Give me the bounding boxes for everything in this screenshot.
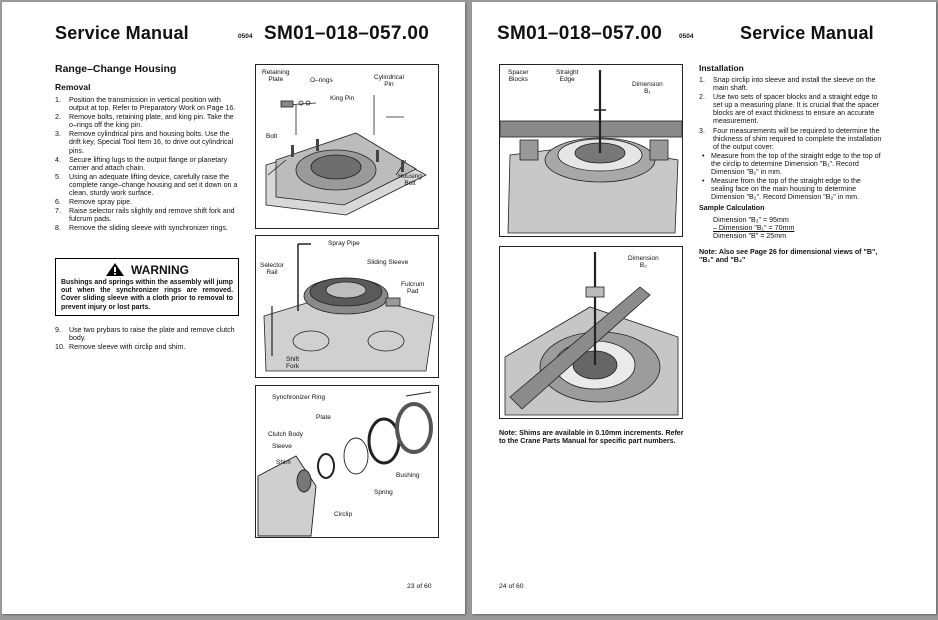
warning-text: Bushings and springs within the assembly will jump out when the synchronizer rings are removed. Cover sliding sleeve with a cloth prior to removal to prevent injury or lost parts. xyxy=(61,279,233,311)
step-item xyxy=(55,173,238,197)
header-manual-number: SM01–018–057.00 xyxy=(264,23,430,44)
step-number: 3. xyxy=(55,130,61,139)
calc-line: – Dimension "B₁" = 70mm xyxy=(713,223,795,232)
label-sliding-sleeve: Sliding Sleeve xyxy=(367,259,409,266)
label-spray-pipe: Spray Pipe xyxy=(328,240,360,247)
label-cylindrical-pin: Cylindrical Pin xyxy=(374,74,404,89)
step-text: Snap circlip into sleeve and install the sleeve on the main shaft. xyxy=(713,76,876,93)
label-bolt: Bolt xyxy=(266,133,278,140)
label-synchronizer-ring: Synchronizer Ring xyxy=(272,394,326,401)
label-fulcrum-pad: Fulcrum Pad xyxy=(401,281,425,296)
step-number: 7. xyxy=(55,207,61,216)
label-selector-rail: Selector Rail xyxy=(260,262,284,277)
measurement-bullets xyxy=(699,152,883,202)
figure-synchronizer-exploded xyxy=(255,385,439,538)
step-text: Position the transmission in vertical position with output at top. Refer to Preparatory Work on Page 16. xyxy=(69,96,236,113)
header-manual-number: SM01–018–057.00 xyxy=(497,23,663,44)
step-item xyxy=(55,96,238,112)
step-number: 1. xyxy=(699,76,705,84)
step-number: 10. xyxy=(55,343,65,352)
sample-calc-title: Sample Calculation xyxy=(699,204,765,213)
calc-line: Dimension "B" = 25mm xyxy=(713,231,787,240)
label-king-pin: King Pin xyxy=(330,95,355,102)
label-retaining-plate: Retaining Plate xyxy=(262,69,290,84)
label-spring: Spring xyxy=(374,489,393,496)
figure-sliding-sleeve xyxy=(255,235,439,378)
label-shim: Shim xyxy=(276,459,291,466)
warning-title: WARNING xyxy=(131,262,189,277)
warning-triangle-icon xyxy=(105,262,125,277)
label-circlip: Circlip xyxy=(334,511,353,518)
step-number: 8. xyxy=(55,224,61,233)
label-straight-edge: Straight Edge xyxy=(556,69,579,84)
figure-housing-bolts xyxy=(255,64,439,229)
step-text: Use two sets of spacer blocks and a straight edge to set up a measuring plane. It is crucial that the spacer blocks are of exact thickness to ensure an accurate measurement. xyxy=(713,93,880,126)
bullet-item: • Measure from the top of the straight edge to the sealing face on the main housing to determine Dimension "B₂". Record Dimension "B₂" in mm. xyxy=(701,177,883,201)
step-item xyxy=(699,76,883,92)
bullet-item: • Measure from the top of the straight edge to the top of the circlip to determine Dimension "B₁". Record Dimension "B₁" in mm. xyxy=(701,152,883,176)
step-number: 9. xyxy=(55,326,61,334)
step-number: 4. xyxy=(55,155,61,164)
step-text: Four measurements will be required to determine the thickness of shim required to complete the installation of the output cover: xyxy=(713,126,882,151)
step-item xyxy=(55,113,238,129)
step-item xyxy=(55,156,238,172)
page-right xyxy=(472,2,936,614)
step-item xyxy=(699,93,883,125)
removal-steps xyxy=(55,96,238,234)
step-text: Remove sleeve with circlip and shim. xyxy=(69,343,186,352)
label-housing-bolt: Housing Bolt xyxy=(398,173,422,188)
step-text: Remove spray pipe. xyxy=(69,198,133,207)
step-number: 3. xyxy=(699,126,705,135)
step-number: 2. xyxy=(55,113,61,122)
step-text: Remove bolts, retaining plate, and king pin. Take the o–rings off the king pin. xyxy=(69,113,234,130)
figure-dimension-b1 xyxy=(499,64,683,237)
page-number: 23 of 60 xyxy=(407,583,432,590)
step-item xyxy=(55,343,238,351)
label-dimension-b1: Dimension B₁ xyxy=(632,81,663,96)
step-number: 6. xyxy=(55,198,61,207)
step-text: Remove the sliding sleeve with synchronizer rings. xyxy=(69,224,228,233)
installation-steps xyxy=(699,76,883,151)
label-shift-fork: Shift Fork xyxy=(286,356,300,371)
step-item xyxy=(55,224,238,232)
installation-column xyxy=(699,76,883,264)
header-code: 0504 xyxy=(679,33,694,40)
sample-calc xyxy=(699,216,883,240)
label-plate: Plate xyxy=(316,414,331,421)
warning-box xyxy=(55,258,239,316)
header-code: 0504 xyxy=(238,33,253,40)
label-orings: O–rings xyxy=(310,77,333,84)
label-dimension-b2: Dimension B₂ xyxy=(628,255,659,270)
calc-line: Dimension "B₂" = 95mm xyxy=(713,215,789,224)
step-text: Remove cylindrical pins and housing bolts. Use the drift key, Special Tool Item 16, to drive out cylindrical pins. xyxy=(69,130,234,155)
step-text: Secure lifting lugs to the output flange or planetary carrier and attach chain. xyxy=(69,155,228,172)
removal-steps-continued xyxy=(55,326,238,352)
step-item xyxy=(55,207,238,223)
step-item xyxy=(699,127,883,151)
label-clutch-body: Clutch Body xyxy=(268,431,304,438)
step-text: Using an adequate lifting device, carefully raise the complete range–change housing and set it down on a clean, sturdy work surface. xyxy=(69,172,238,198)
step-item xyxy=(55,326,238,342)
header-title: Service Manual xyxy=(740,23,874,43)
step-text: Use two prybars to raise the plate and remove clutch body. xyxy=(69,326,235,343)
step-number: 1. xyxy=(55,96,61,104)
step-text: Raise selector rails slightly and remove shift fork and fulcrum pads. xyxy=(69,207,235,224)
section-title: Range–Change Housing xyxy=(55,63,177,75)
step-item xyxy=(55,130,238,154)
label-sleeve: Sleeve xyxy=(272,443,292,450)
figure-dimension-b2 xyxy=(499,246,683,419)
label-spacer-blocks: Spacer Blocks xyxy=(508,69,529,84)
page-left xyxy=(2,2,465,614)
note-shims: Note: Shims are available in 0.10mm increments. Refer to the Crane Parts Manual for specific part numbers. xyxy=(499,429,684,446)
page-number: 24 of 60 xyxy=(499,583,524,590)
subsection-title: Removal xyxy=(55,82,91,92)
step-item xyxy=(55,198,238,206)
section-title: Installation xyxy=(699,63,744,73)
note-views: Note: Also see Page 26 for dimensional views of "B", "B₁" and "B₂" xyxy=(699,247,878,264)
header-title: Service Manual xyxy=(55,23,189,43)
step-number: 2. xyxy=(699,93,705,102)
step-number: 5. xyxy=(55,172,61,181)
label-bushing: Bushing xyxy=(396,472,420,479)
